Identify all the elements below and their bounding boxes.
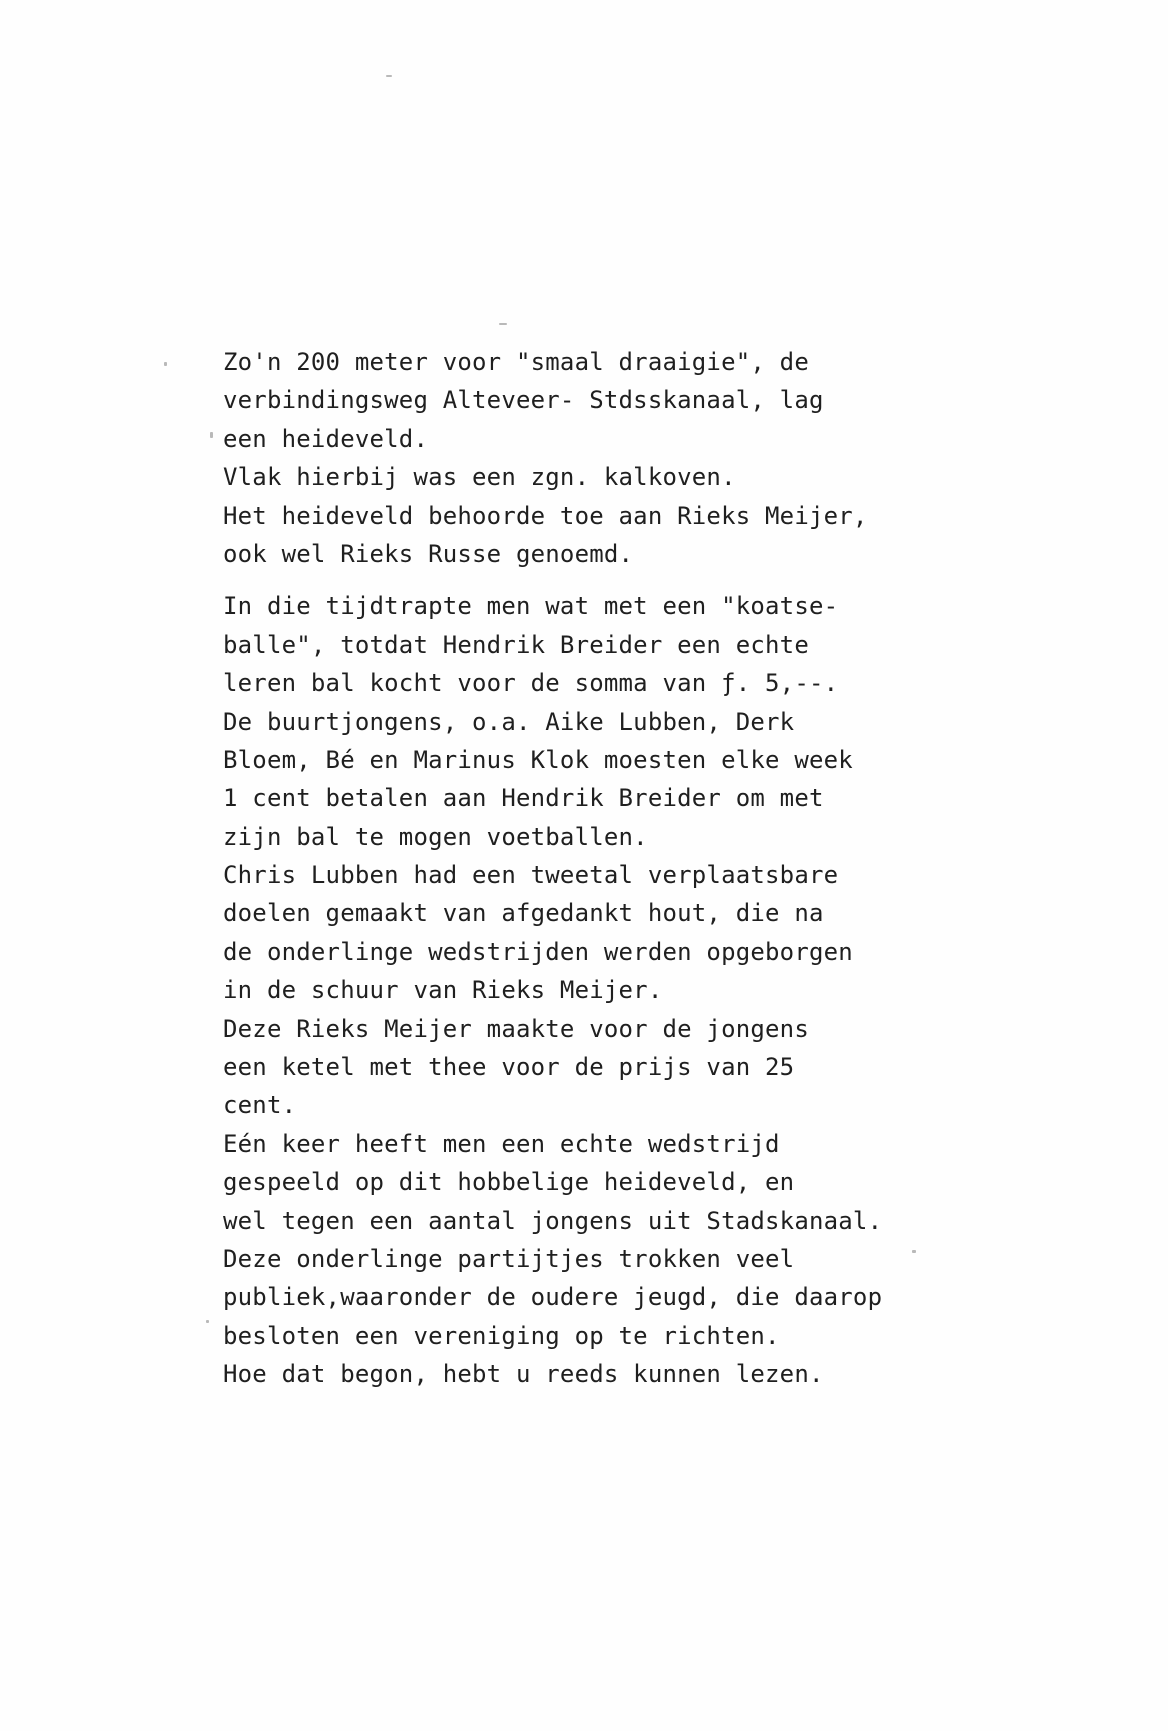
text-line: Het heideveld behoorde toe aan Rieks Meijer, [223,501,868,530]
text-line: cent. [223,1091,297,1120]
text-line: leren bal kocht voor de somma van ƒ. 5,--. [223,669,839,698]
scan-speck [386,75,392,77]
paragraph-voetbal [223,587,943,1393]
text-line: Zo'n 200 meter voor "smaal draaigie", de [223,348,809,376]
text-line: de onderlinge wedstrijden werden opgeborgen [223,937,853,966]
text-line: in de schuur van Rieks Meijer. [223,976,663,1005]
text-line: een ketel met thee voor de prijs van 25 [223,1053,795,1082]
text-line: besloten een vereniging op te richten. [223,1321,780,1350]
text-line: Deze onderlinge partijtjes trokken veel [223,1244,795,1273]
text-line: Eén keer heeft men een echte wedstrijd [223,1129,780,1158]
text-line: De buurtjongens, o.a. Aike Lubben, Derk [223,707,795,736]
paragraph-heideveld [223,343,943,573]
text-line: wel tegen een aantal jongens uit Stadskanaal. [223,1206,883,1235]
text-line: Vlak hierbij was een zgn. kalkoven. [223,463,736,492]
scan-speck [210,432,213,438]
text-line: Deze Rieks Meijer maakte voor de jongens [223,1014,809,1043]
text-line: verbindingsweg Alteveer- Stdsskanaal, lag [223,386,824,415]
text-line: balle", totdat Hendrik Breider een echte [223,630,809,659]
scan-speck [164,362,167,366]
text-line: gespeeld op dit hobbelige heideveld, en [223,1168,795,1197]
text-line: publiek,waaronder de oudere jeugd, die daarop [223,1283,883,1312]
text-line: In die tijdtrapte men wat met een "koatse- [223,592,839,621]
scan-speck [499,323,507,325]
scan-speck [206,1320,209,1323]
text-line: Chris Lubben had een tweetal verplaatsbare [223,861,839,890]
text-line: ook wel Rieks Russe genoemd. [223,539,634,568]
text-line: doelen gemaakt van afgedankt hout, die na [223,899,824,928]
text-line: 1 cent betalen aan Hendrik Breider om met [223,784,824,813]
text-line: zijn bal te mogen voetballen. [223,822,648,851]
typed-text-block [223,343,943,1394]
text-line: Hoe dat begon, hebt u reeds kunnen lezen. [223,1360,824,1389]
text-line: een heideveld. [223,424,429,453]
text-line: Bloem, Bé en Marinus Klok moesten elke week [223,745,853,774]
